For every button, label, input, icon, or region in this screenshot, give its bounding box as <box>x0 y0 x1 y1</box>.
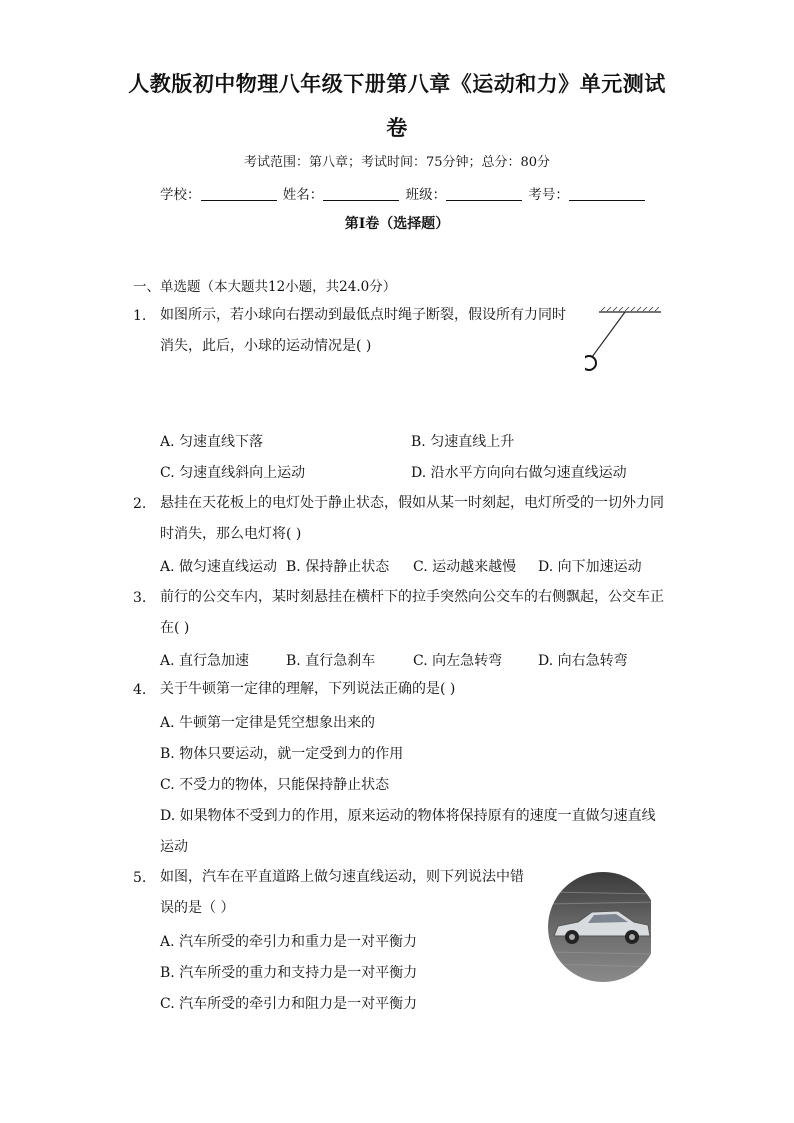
info-fields <box>160 183 647 203</box>
q3-option-c[interactable]: C. 向左急转弯 <box>413 653 503 669</box>
q3-number: 3. <box>133 590 147 606</box>
q4-option-d[interactable]: D. 如果物体不受到力的作用，原来运动的物体将保持原有的速度一直做匀速直线 <box>160 808 656 824</box>
q3-option-b[interactable]: B. 直行急刹车 <box>286 653 376 669</box>
q1-option-c[interactable]: C. 匀速直线斜向上运动 <box>160 465 306 481</box>
q1-number: 1. <box>133 308 147 324</box>
q4-option-d-cont: 运动 <box>160 839 188 855</box>
q1-line1: 如图所示，若小球向右摆动到最低点时绳子断裂，假设所有力同时 <box>160 307 566 323</box>
q2-option-d[interactable]: D. 向下加速运动 <box>538 559 642 575</box>
name-blank[interactable] <box>323 187 399 201</box>
name-label: 姓名： <box>282 187 324 203</box>
class-blank[interactable] <box>446 187 522 201</box>
q5-line2: 误的是（ ） <box>160 900 235 916</box>
q3-line1: 前行的公交车内，某时刻悬挂在横杆下的拉手突然向公交车的右侧飘起，公交车正 <box>160 589 664 605</box>
q5-line1: 如图，汽车在平直道路上做匀速直线运动，则下列说法中错 <box>160 869 524 885</box>
q1-line2: 消失，此后，小球的运动情况是( ) <box>160 338 372 354</box>
q5-option-c[interactable]: C. 汽车所受的牵引力和阻力是一对平衡力 <box>160 996 418 1012</box>
q1-option-d[interactable]: D. 沿水平方向向右做匀速直线运动 <box>411 465 627 481</box>
q4-option-b[interactable]: B. 物体只要运动，就一定受到力的作用 <box>160 746 404 762</box>
car-photo-icon <box>548 872 654 982</box>
volume-heading: 第I卷（选择题） <box>344 216 450 232</box>
doc-title-line1: 人教版初中物理八年级下册第八章《运动和力》单元测试 <box>128 71 666 96</box>
q2-line2: 时消失，那么电灯将( ) <box>160 526 302 542</box>
q2-line1: 悬挂在天花板上的电灯处于静止状态，假如从某一时刻起，电灯所受的一切外力同 <box>160 495 664 511</box>
doc-title-line2: 卷 <box>386 115 408 140</box>
exam-no-label: 考号： <box>528 187 569 203</box>
q1-option-a[interactable]: A. 匀速直线下落 <box>160 434 264 450</box>
q4-number: 4. <box>133 682 147 698</box>
q2-number: 2. <box>133 496 147 512</box>
class-label: 班级： <box>405 187 447 203</box>
q2-option-a[interactable]: A. 做匀速直线运动 <box>160 559 278 575</box>
q5-option-b[interactable]: B. 汽车所受的重力和支持力是一对平衡力 <box>160 965 418 981</box>
q5-number: 5. <box>133 870 147 886</box>
q5-option-a[interactable]: A. 汽车所受的牵引力和重力是一对平衡力 <box>160 934 418 950</box>
pendulum-icon <box>585 305 663 377</box>
q2-option-b[interactable]: B. 保持静止状态 <box>286 559 390 575</box>
exam-no-blank[interactable] <box>569 187 645 201</box>
q4-line1: 关于牛顿第一定律的理解，下列说法正确的是( ) <box>160 681 456 697</box>
part-heading: 一、单选题（本大题共12小题，共24.0分） <box>133 279 397 295</box>
q3-option-a[interactable]: A. 直行急加速 <box>160 653 250 669</box>
q3-option-d[interactable]: D. 向右急转弯 <box>538 653 628 669</box>
q3-line2: 在( ) <box>160 620 190 636</box>
school-blank[interactable] <box>201 187 277 201</box>
school-label: 学校： <box>160 187 201 203</box>
q4-option-a[interactable]: A. 牛顿第一定律是凭空想象出来的 <box>160 715 376 731</box>
exam-info: 考试范围：第八章；考试时间：75分钟；总分：80分 <box>243 155 551 170</box>
q1-option-b[interactable]: B. 匀速直线上升 <box>411 434 515 450</box>
q4-option-c[interactable]: C. 不受力的物体，只能保持静止状态 <box>160 777 390 793</box>
q2-option-c[interactable]: C. 运动越来越慢 <box>413 559 517 575</box>
